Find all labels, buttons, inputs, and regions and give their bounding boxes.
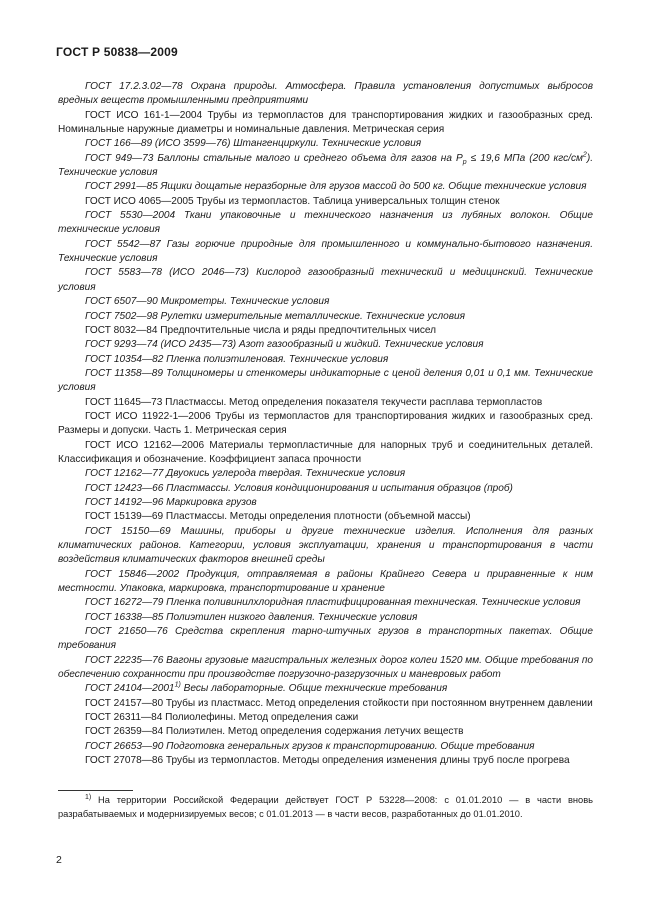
reference-text: ГОСТ 12423—66 Пластмассы. Условия кондиционирования и испытания образцов (проб) <box>85 482 513 494</box>
reference-item <box>58 496 593 510</box>
reference-text: ГОСТ 949—73 Баллоны стальные малого и среднего объема для газов на P <box>85 152 463 164</box>
reference-item <box>58 396 593 410</box>
reference-text: ГОСТ ИСО 11922-1—2006 Трубы из термопластов для транспортирования жидких и газообразных сред. Размеры и допуски. Часть 1. Метрическая серия <box>58 410 593 437</box>
reference-item <box>58 80 593 109</box>
reference-item <box>58 295 593 309</box>
reference-text: ГОСТ 11358—89 Толщиномеры и стенкомеры индикаторные с ценой деления 0,01 и 0,1 мм. Технические условия <box>58 367 593 394</box>
normative-references-list <box>58 80 593 769</box>
reference-item <box>58 338 593 352</box>
reference-item <box>58 740 593 754</box>
reference-item <box>58 711 593 725</box>
reference-text: ГОСТ ИСО 12162—2006 Материалы термопластичные для напорных труб и соединительных деталей. Классификация и обозначение. Коэффициент запаса прочности <box>58 439 593 465</box>
reference-item <box>58 109 593 138</box>
reference-item <box>58 525 593 568</box>
reference-item <box>58 209 593 238</box>
reference-item <box>58 467 593 481</box>
reference-text: ГОСТ ИСО 161-1—2004 Трубы из термопластов для транспортирования жидких и газообразных сред. Номинальные наружные диаметры и номинальные давления. Метрическая серия <box>58 109 593 136</box>
page-number: 2 <box>56 854 62 866</box>
reference-text: ГОСТ 17.2.3.02—78 Охрана природы. Атмосфера. Правила установления допустимых выбросов вредных веществ промышленными предприятиями <box>58 81 593 107</box>
reference-text: ГОСТ 11645—73 Пластмассы. Метод определения показателя текучести расплава термопластов <box>85 396 543 408</box>
footnote-divider <box>58 790 133 791</box>
reference-item <box>58 625 593 654</box>
reference-item <box>58 611 593 625</box>
reference-item <box>58 439 593 468</box>
reference-text: ГОСТ 7502—98 Рулетки измерительные металлические. Технические условия <box>85 310 466 322</box>
reference-item <box>58 353 593 367</box>
reference-item <box>58 725 593 739</box>
reference-text: ГОСТ 10354—82 Пленка полиэтиленовая. Технические условия <box>85 353 389 365</box>
reference-text: ГОСТ 24157—80 Трубы из пластмасс. Метод определения стойкости при постоянном внутреннем давлении <box>85 697 593 709</box>
reference-item <box>58 482 593 496</box>
reference-text: Весы лабораторные. Общие технические требования <box>180 683 448 695</box>
footnote-text: На территории Российской Федерации действует ГОСТ Р 53228—2008: с 01.01.2010 — в части вновь разрабатываемых и модернизируемых весов; с 01.01.2013 — в части весов, разработанных до 01.01.2010. <box>58 795 593 819</box>
reference-item <box>58 596 593 610</box>
reference-text: ГОСТ ИСО 4065—2005 Трубы из термопластов. Таблица универсальных толщин стенок <box>85 195 500 207</box>
reference-text: ГОСТ 16272—79 Пленка поливинилхлоридная пластифицированная техническая. Технические условия <box>85 597 581 609</box>
reference-text: ГОСТ 14192—96 Маркировка грузов <box>85 496 257 508</box>
reference-text: ГОСТ 26311—84 Полиолефины. Метод определения сажи <box>85 712 359 724</box>
reference-item <box>58 137 593 151</box>
reference-text: ГОСТ 2991—85 Ящики дощатые неразборные для грузов массой до 500 кг. Общие технические условия <box>85 181 587 193</box>
footnote-mark: 1) <box>85 793 92 801</box>
reference-item <box>58 266 593 295</box>
reference-item <box>58 195 593 209</box>
reference-item <box>58 367 593 396</box>
reference-text: ГОСТ 15139—69 Пластмассы. Методы определения плотности (объемной массы) <box>85 511 471 523</box>
reference-item <box>58 654 593 683</box>
reference-text: ГОСТ 5542—87 Газы горючие природные для промышленного и коммунально-бытового назначения. Технические условия <box>58 238 593 265</box>
reference-text: ГОСТ 22235—76 Вагоны грузовые магистральных железных дорог колеи 1520 мм. Общие требования по обеспечению сохранности при производстве погрузочно-разгрузочных и маневровых работ <box>58 654 593 681</box>
reference-item <box>58 238 593 267</box>
reference-item <box>58 180 593 194</box>
reference-item <box>58 568 593 597</box>
reference-text: ГОСТ 6507—90 Микрометры. Технические условия <box>85 296 330 308</box>
reference-text: ≤ 19,6 МПа (200 кгс/см <box>466 152 583 164</box>
reference-subscript: p <box>462 158 467 166</box>
reference-item <box>58 324 593 338</box>
reference-text: ГОСТ 24104—2001 <box>85 683 175 695</box>
reference-text: ГОСТ 15150—69 Машины, приборы и другие технические изделия. Исполнения для разных климатических районов. Категории, условия эксплуатации, хранения и транспортирования в части воздействия климатических факторов внешней среды <box>58 525 593 566</box>
reference-superscript: 1) <box>174 682 181 690</box>
reference-superscript: 2 <box>582 151 587 159</box>
reference-text: ГОСТ 166—89 (ИСО 3599—76) Штангенциркули. Технические условия <box>85 138 422 150</box>
reference-item <box>58 754 593 768</box>
reference-text: ГОСТ 9293—74 (ИСО 2435—73) Азот газообразный и жидкий. Технические условия <box>85 339 484 351</box>
reference-text: ГОСТ 16338—85 Полиэтилен низкого давления. Технические условия <box>85 611 418 623</box>
reference-text: ГОСТ 27078—86 Трубы из термопластов. Методы определения изменения длины труб после прогрева <box>85 755 570 767</box>
reference-item <box>58 152 593 181</box>
reference-item <box>58 410 593 439</box>
reference-item <box>58 510 593 524</box>
reference-item <box>58 310 593 324</box>
reference-item <box>58 682 593 696</box>
reference-text: ГОСТ 5530—2004 Ткани упаковочные и технического назначения из лубяных волокон. Общие технические условия <box>58 210 593 236</box>
reference-item <box>58 697 593 711</box>
reference-text: ГОСТ 5583—78 (ИСО 2046—73) Кислород газообразный технический и медицинский. Технические условия <box>58 267 593 293</box>
reference-text: ГОСТ 26653—90 Подготовка генеральных грузов к транспортированию. Общие требования <box>85 740 535 752</box>
reference-text: ). Технические условия <box>58 152 593 179</box>
reference-text: ГОСТ 12162—77 Двуокись углерода твердая. Технические условия <box>85 468 406 480</box>
reference-text: ГОСТ 26359—84 Полиэтилен. Метод определения содержания летучих веществ <box>85 726 464 738</box>
reference-text: ГОСТ 15846—2002 Продукция, отправляемая в районы Крайнего Севера и приравненные к ним местности. Упаковка, маркировка, транспортирование и хранение <box>58 568 593 595</box>
footnote <box>58 793 593 821</box>
reference-text: ГОСТ 8032—84 Предпочтительные числа и ряды предпочтительных чисел <box>85 324 437 336</box>
reference-text: ГОСТ 21650—76 Средства скрепления тарно-штучных грузов в транспортных пакетах. Общие требования <box>58 626 593 652</box>
document-header: ГОСТ Р 50838—2009 <box>56 45 178 59</box>
